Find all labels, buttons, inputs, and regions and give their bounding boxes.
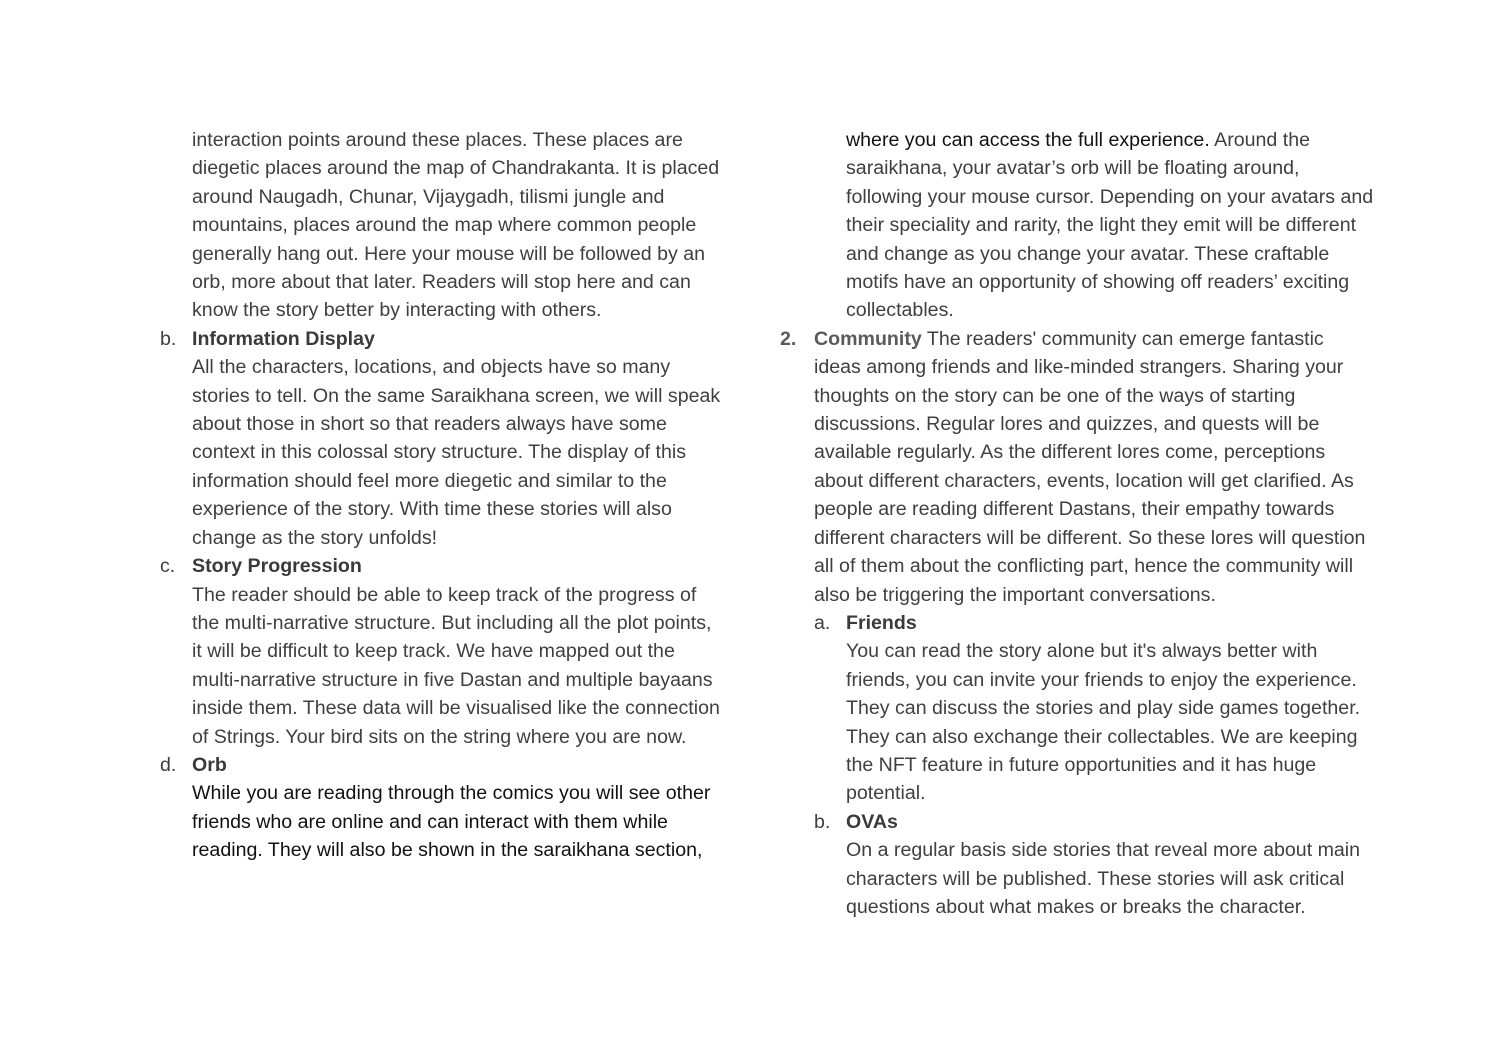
continuation-paragraph [780,126,1376,325]
item-heading: Friends [846,611,917,634]
right-column [780,126,1376,921]
item-body: While you are reading through the comics you will see other friends who are online and can interact with them while reading. They will also be shown in the saraikhana section, [192,782,711,862]
list-item-orb [160,751,726,865]
list-marker: b. [160,327,177,350]
list-marker: d. [160,753,177,776]
continuation-text: Around the saraikhana, your avatar’s orb will be floating around, following your mouse cursor. Depending on your avatars and their speciality and rarity, the light they emit will be different and change as you change your avatar. These craftable motifs have an opportunity of showing off readers’ exciting collectables. [846,129,1374,322]
item-heading: Story Progression [192,555,362,578]
item-heading: Information Display [192,327,375,350]
list-item-friends [780,609,1376,808]
item-body: On a regular basis side stories that reveal more about main characters will be published. These stories will ask critical questions about what makes or breaks the character. [846,839,1361,918]
section-number: 2. [780,327,797,350]
list-marker: c. [160,555,176,578]
section-heading: Community [814,327,922,350]
list-marker: b. [814,810,831,833]
item-body: You can read the story alone but it's always better with friends, you can invite your friends to enjoy the experience. They can discuss the stories and play side games together. They can also exchange their collectables. We are keeping the NFT feature in future opportunities and it has huge potential. [846,640,1361,805]
item-heading: OVAs [846,810,898,833]
list-marker: a. [814,611,831,634]
intro-paragraph: interaction points around these places. These places are diegetic places around the map of Chandrakanta. It is placed around Naugadh, Chunar, Vijaygadh, tilismi jungle and mountains, places around the map where common people generally hang out. Here your mouse will be followed by an orb, more about that later. Readers will stop here and can know the story better by interacting with others. [192,129,720,322]
section-community [780,325,1376,609]
section-body: The readers' community can emerge fantastic ideas among friends and like-minded strangers. Sharing your thoughts on the story can be one of the ways of starting discussions. Regular lores and quizzes, and quests will be available regularly. As the different lores come, perceptions about different characters, events, location will get clarified. As people are reading different Dastans, their empathy towards different characters will be different. So these lores will question all of them about the conflicting part, hence the community will also be triggering the important conversations. [814,327,1366,606]
list-item-information-display [160,325,726,552]
item-body: All the characters, locations, and objects have so many stories to tell. On the same Saraikhana screen, we will speak about those in short so that readers always have some context in this colossal story structure. The display of this information should feel more diegetic and similar to the experience of the story. With time these stories will also change as the story unfolds! [192,356,721,549]
item-heading: Orb [192,753,227,776]
list-item-ovas [780,808,1376,922]
item-body: The reader should be able to keep track of the progress of the multi-narrative structure. But including all the plot points, it will be difficult to keep track. We have mapped out the multi-narrative structure in five Dastan and multiple bayaans inside them. These data will be visualised like the connection of Strings. Your bird sits on the string where you are now. [192,583,720,748]
left-column [160,126,726,865]
list-item-story-progression [160,552,726,751]
continuation-dark-text: where you can access the full experience. [846,129,1210,151]
